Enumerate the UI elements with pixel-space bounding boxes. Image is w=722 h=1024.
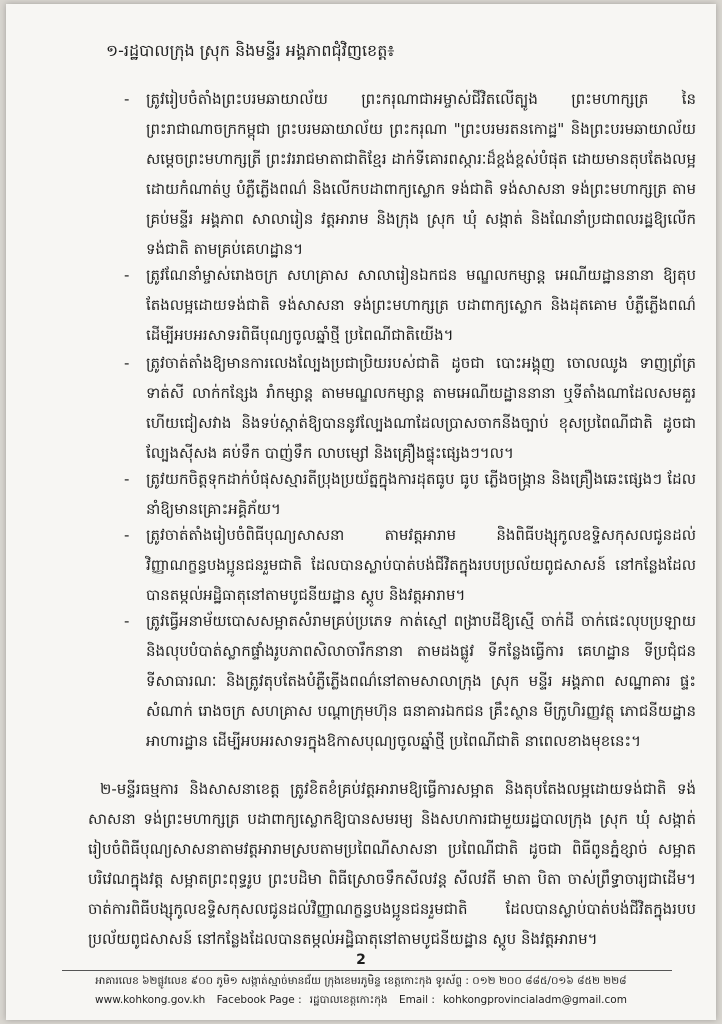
bullet-dash: - bbox=[124, 526, 130, 544]
footer-facebook-value: រដ្ឋបាលខេត្តកោះកុង bbox=[309, 994, 388, 1006]
footer-facebook-label: Facebook Page : bbox=[216, 994, 302, 1006]
bullet-text: ត្រូវរៀបចំតាំងព្រះបរមឆាយាល័យ ព្រះករុណាជាអម្ចាស់ជីវិតលើត្បូង ព្រះមហាក្សត្រ នៃព្រះរាជាណាចក្រកម្ពុជា ព្រះបរមឆាយាល័យ ព្រះករុណា "ព្រះបរមរតនកោដ្ឋ" និងព្រះបរមឆាយាល័យ សម្តេចព្រះមហាក្សត្រី ព្រះវររាជមាតាជាតិខ្មែរ ដាក់ទីគោរពស្ការៈដ៏ខ្ពង់ខ្ពស់បំផុត ដោយមានតុបតែងលម្អដោយកំណាត់ប្ញ បំភ្លឺភ្លើងពណ៌ និងលើកបដាពាក្យស្លោក ទង់ជាតិ ទង់សាសនា ទង់ព្រះមហាក្សត្រ តាមគ្រប់មន្ទីរ អង្គភាព សាលារៀន វត្តអារាម និងក្រុង ស្រុក ឃុំ សង្កាត់ និងណែនាំប្រជាពលរដ្ឋឱ្យលើកទង់ជាតិ តាមគ្រប់គេហដ្ឋាន។ bbox=[146, 90, 696, 258]
bullet-dash: - bbox=[124, 90, 130, 108]
bullet-item bbox=[124, 84, 696, 264]
bullet-text: ត្រូវយកចិត្តទុកដាក់បំផុសស្មារតីប្រុងប្រយ័ត្នក្នុងការដុតធូប ធូប ភ្លើងចង្រ្កាន និងគ្រឿងឆេះផ្សេងៗ ដែលនាំឱ្យមានគ្រោះអគ្គិភ័យ។ bbox=[146, 470, 696, 518]
bullet-item bbox=[124, 260, 696, 350]
bullet-dash: - bbox=[124, 266, 130, 284]
footer-address: អាគារលេខ ៦២ផ្លូវលេខ ៩០០ ភូមិ១ សង្កាត់ស្មាច់មានជ័យ ក្រុងខេមរភូមិន្ទ ខេត្តកោះកុង ទូរស័ព្ទ : ០១២ ២០០ ៨៨៥/០១៦ ៨៥២ ២២៨ bbox=[95, 975, 627, 987]
footer-website: www.kohkong.gov.kh bbox=[95, 994, 206, 1006]
page-number: 2 bbox=[356, 952, 366, 968]
section-2-text: ២-មន្ទីរធម្មការ និងសាសនាខេត្ត ត្រូវខិតខំគ្រប់វត្តអារាមឱ្យធ្វើការសម្អាត និងតុបតែងលម្អដោយទង់ជាតិ ទង់សាសនា ទង់ព្រះមហាក្សត្រ បដាពាក្យស្លោកឱ្យបានសមរម្យ និងសហការជាមួយរដ្ឋបាលក្រុង ស្រុក ឃុំ សង្កាត់ រៀបចំពិធីបុណ្យសាសនាតាមវត្តអារាមស្របតាមប្រពៃណីសាសនា ប្រពៃណីជាតិ ដូចជា ពិធីពូនភ្នំខ្សាច់ សម្អាតបរិវេណក្នុងវត្ត សម្អាតព្រះពុទ្ធរូប ព្រះបដិមា ពិធីស្រោចទឹកសីលវន្ត សីលវតី មាតា បិតា ចាស់ព្រឹទ្ធាចារ្យជាដើម។ ចាត់ការពិធីបង្សុកូលឧទ្ទិសកុសលជូនដល់វិញ្ញាណក្ខន្ធបងប្អូនជនរួមជាតិ ដែលបានស្លាប់បាត់បង់ជីវិតក្នុងរបបប្រល័យពូជសាសន៍ នៅកន្លែងដែលបានតម្កល់អដ្ឋិធាតុនៅតាមបូជនីយដ្ឋាន ស្តូប និងវត្តអារាម។ bbox=[88, 780, 696, 948]
bullet-item bbox=[124, 348, 696, 468]
footer-contacts bbox=[6, 994, 716, 1009]
bullet-text: ត្រូវចាត់តាំងឱ្យមានការលេងល្បែងប្រជាប្រិយរបស់ជាតិ ដូចជា បោះអង្គុញ ចោលឈូង ទាញព្រ័ត្រ ទាត់សី លាក់កន្សែង រាំកម្សាន្ត តាមមណ្ឌលកម្សាន្ត តាមអេណីយដ្ឋាននានា ឬទីតាំងណាដែលសមគួរ ហើយជៀសវាង និងទប់ស្កាត់ឱ្យបាននូវល្បែងណាដែលប្រាសចាកនីងច្បាប់ ខុសប្រពៃណីជាតិ ដូចជា ល្បែងស៊ីសង គប់ទឹក បាញ់ទឹក លាបម្សៅ និងគ្រឿងផ្ទុះផ្សេងៗ។ល។ bbox=[146, 354, 696, 462]
section-2-paragraph bbox=[88, 774, 696, 954]
bullet-text: ត្រូវចាត់តាំងរៀបចំពិធីបុណ្យសាសនា តាមវត្តអារាម និងពិធីបង្សុកូលឧទ្ទិសកុសលជូនដល់វិញ្ញាណក្ខន្ធបងប្អូនជនរួមជាតិ ដែលបានស្លាប់បាត់បង់ជីវិតក្នុងរបបប្រល័យពូជសាសន៍ នៅកន្លែងដែលបានតម្កល់អដ្ឋិធាតុនៅតាមបូជនីយដ្ឋាន ស្តូប និងវត្តអារាម។ bbox=[146, 526, 696, 604]
footer-email-value: kohkongprovincialadm@gmail.com bbox=[442, 994, 627, 1006]
section-1-heading: ១-រដ្ឋបាលក្រុង ស្រុក និងមន្ទីរ អង្គភាពជុំវិញខេត្ត៖ bbox=[106, 41, 395, 60]
bullet-item bbox=[124, 464, 696, 524]
footer-email-label: Email : bbox=[398, 994, 435, 1006]
bullet-text: ត្រូវណែនាំម្ចាស់រោងចក្រ សហគ្រាស សាលារៀនឯកជន មណ្ឌលកម្សាន្ត អេណីយដ្ឋាននានា ឱ្យតុបតែងលម្អដោយទង់ជាតិ ទង់សាសនា ទង់ព្រះមហាក្សត្រ បដាពាក្យស្លោក និងដុតគោម បំភ្លឺភ្លើងពណ៌ ដើម្បីអបអរសាទរពិធីបុណ្យចូលឆ្នាំថ្មី ប្រពៃណីជាតិយើង។ bbox=[146, 266, 696, 344]
document-page bbox=[6, 4, 716, 1020]
footer-divider bbox=[62, 970, 672, 971]
bullet-dash: - bbox=[124, 612, 130, 630]
bullet-dash: - bbox=[124, 354, 130, 372]
bullet-text: ត្រូវធ្វើអនាម័យបោសសម្អាតសំរាមគ្រប់ប្រភេទ កាត់ស្មៅ ពង្រាបដីឱ្យស្មើ ចាក់ដី ចាក់ផេះលុបប្រឡាយ និងលុបបំបាត់ស្លាកផ្ទាំងរូបភាពសិលាចារឹកនានា តាមដងផ្លូវ ទីកន្លែងធ្វើការ គេហដ្ឋាន ទីប្រជុំជន ទីសាធារណៈ និងត្រូវតុបតែងបំភ្លឺភ្លើងពណ៌នៅតាមសាលាក្រុង ស្រុក មន្ទីរ អង្គភាព សណ្ឋាគារ ផ្ទះសំណាក់ រោងចក្រ សហគ្រាស បណ្តាក្រុមហ៊ុន ធនាគារឯកជន គ្រឹះស្ថាន មីក្រូហិរញ្ញវត្ថុ ភោជនីយដ្ឋាន អាហារដ្ឋាន ដើម្បីអបអរសាទរក្នុងឱកាសបុណ្យចូលឆ្នាំថ្មី ប្រពៃណីជាតិ នាពេលខាងមុខនេះ។ bbox=[146, 612, 696, 750]
bullet-item bbox=[124, 520, 696, 610]
bullet-dash: - bbox=[124, 470, 130, 488]
bullet-item bbox=[124, 606, 696, 756]
